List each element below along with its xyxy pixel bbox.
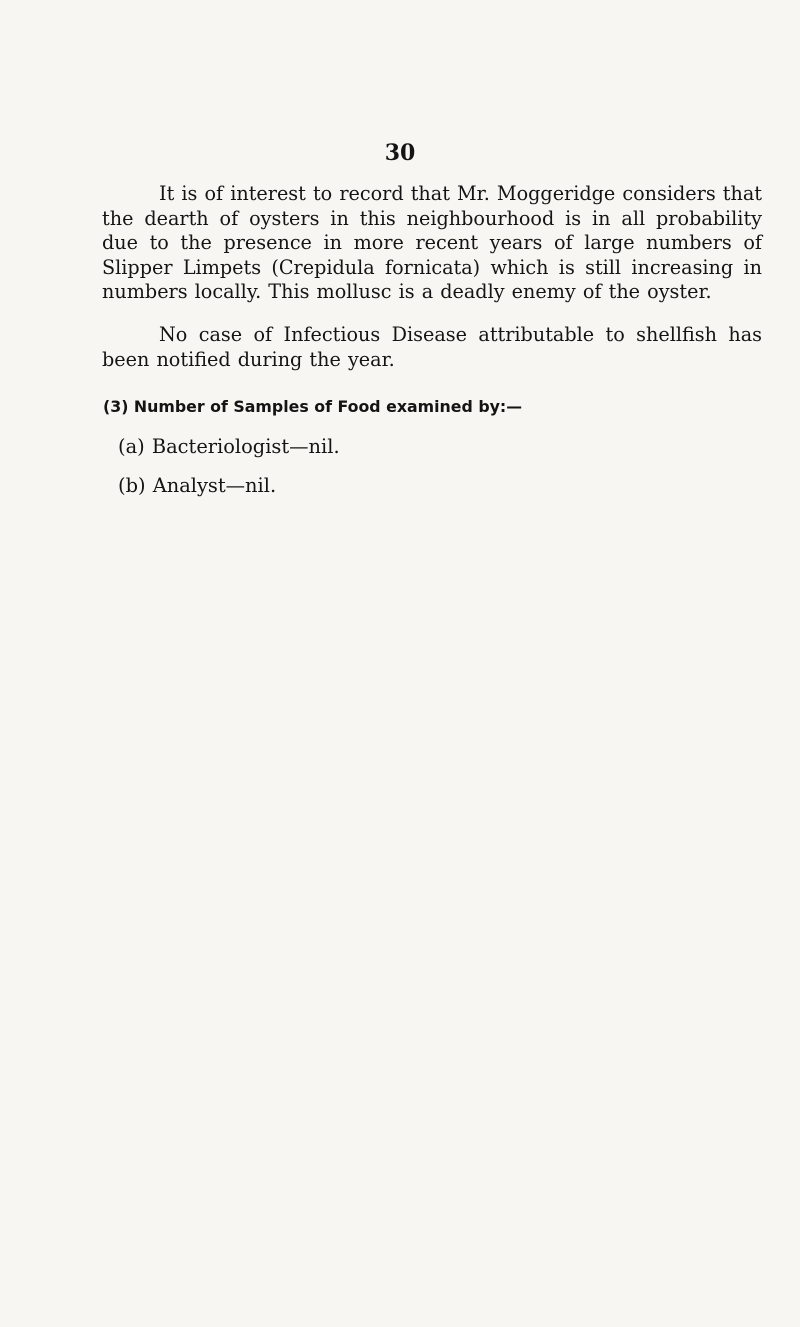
paragraph-oyster-dearth: [102, 182, 762, 305]
list-item-bacteriologist: (a) Bacteriologist—nil.: [118, 435, 340, 458]
paragraph-text: No case of Infectious Disease attributable to shellfish has been notified during the year.: [102, 323, 762, 371]
paragraph-text: It is of interest to record that Mr. Moggeridge considers that the dearth of oysters in this neighbourhood is in all probability due to the presence in more recent years of large numbers of Slipper Limpets (Crepidula fornicata) which is still increasing in numbers locally. This mollusc is a deadly enemy of the oyster.: [102, 182, 762, 303]
paragraph-infectious-disease: [102, 323, 762, 372]
section-heading-food-samples: (3) Number of Samples of Food examined by:—: [103, 397, 523, 416]
list-item-analyst: (b) Analyst—nil.: [118, 474, 277, 497]
page-number: 30: [384, 140, 416, 166]
